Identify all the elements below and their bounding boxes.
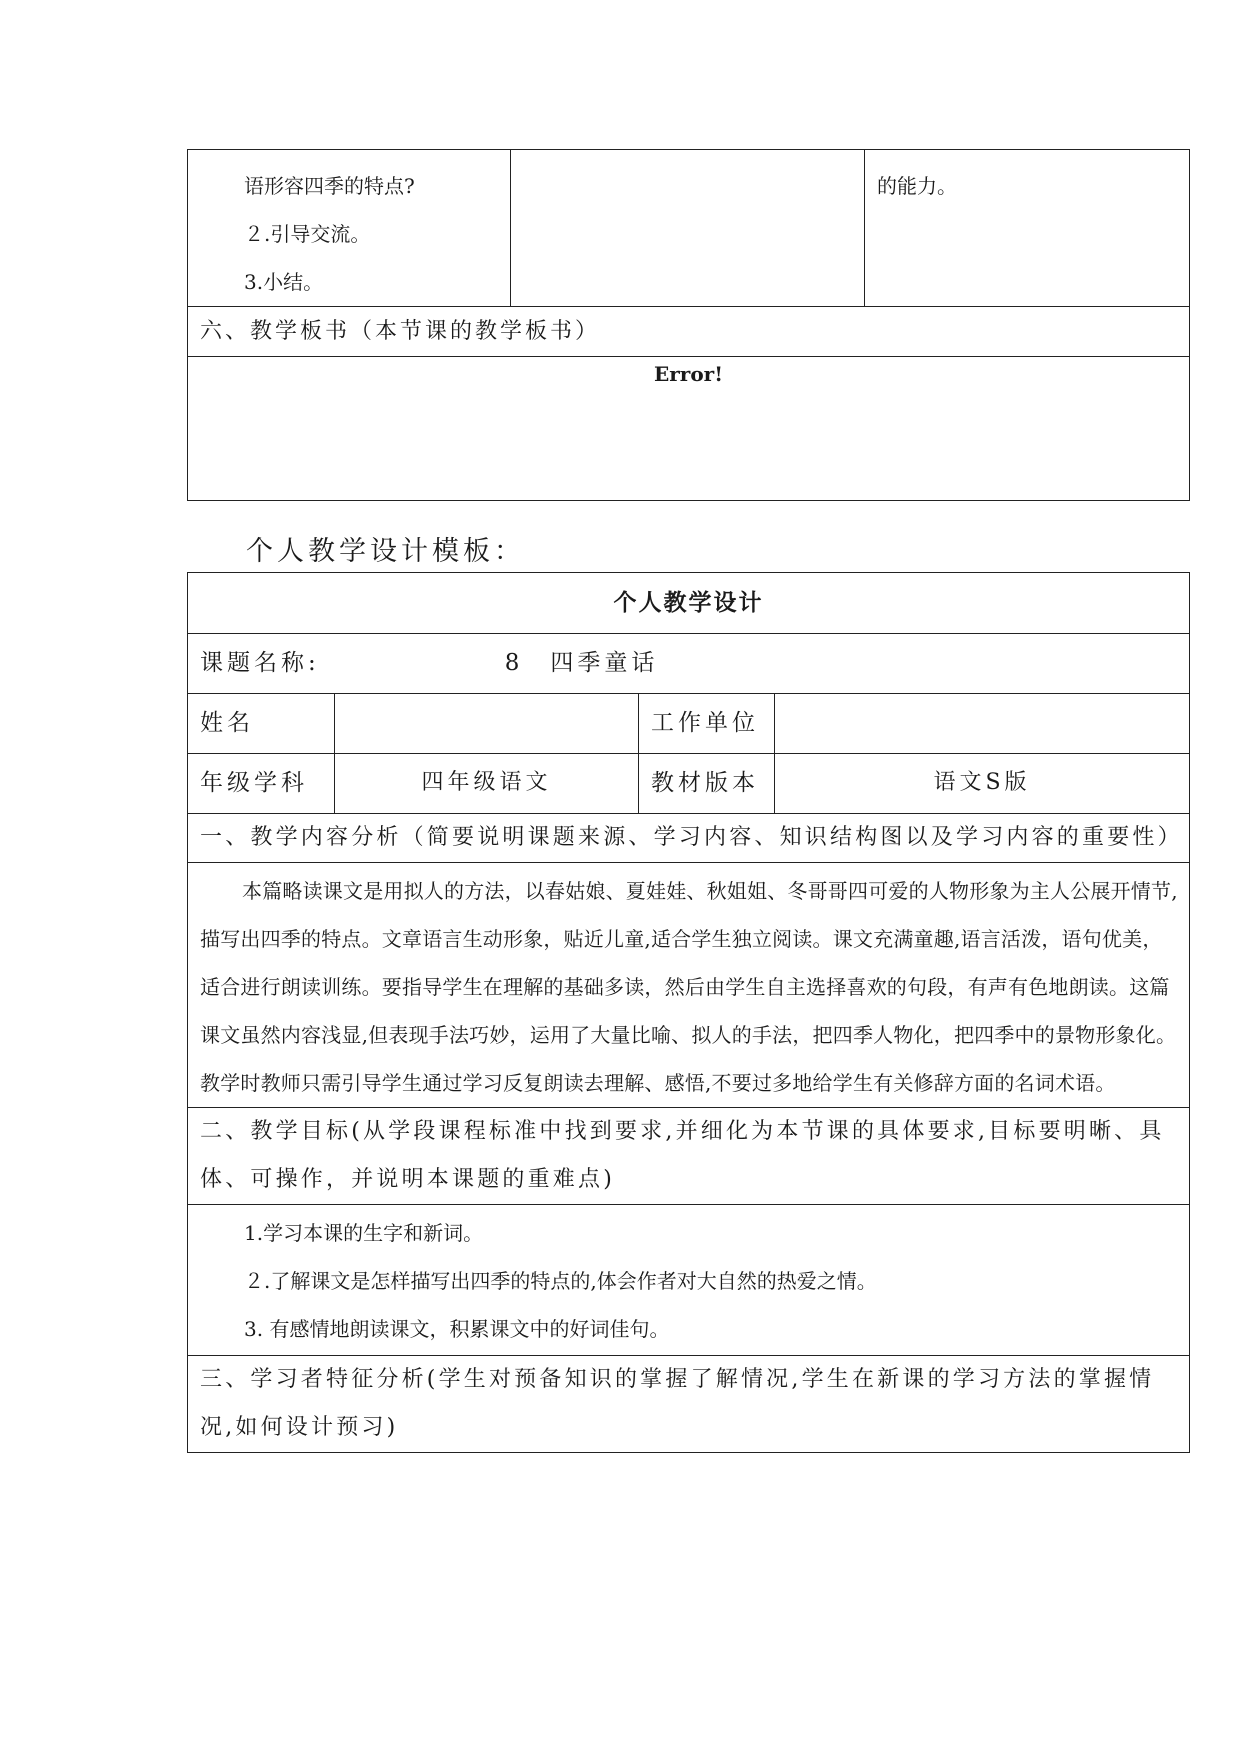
section1-heading: 一、教学内容分析（简要说明课题来源、学习内容、知识结构图以及学习内容的重要性） (188, 814, 1190, 863)
content-analysis-text: 本篇略读课文是用拟人的方法，以春姑娘、夏娃娃、秋姐姐、冬哥哥四可爱的人物形象为主人公展开情节,描写出四季的特点。文章语言生动形象，贴近儿童,适合学生独立阅读。课文充满童趣,语言活泼，语句优美，适合进行朗读训练。要指导学生在理解的基础多读，然后由学生自主选择喜欢的句段，有声有色地朗读。这篇课文虽然内容浅显,但表现手法巧妙，运用了大量比喻、拟人的手法，把四季人物化，把四季中的景物形象化。教学时教师只需引导学生通过学习反复朗读去理解、感悟,不要过多地给学生有关修辞方面的名词术语。 (200, 879, 1178, 1095)
topic-row (188, 634, 1190, 694)
name-label: 姓名 (188, 694, 335, 754)
empty-cell (511, 150, 865, 307)
edition-value: 语文S版 (775, 754, 1190, 814)
section1-content (188, 863, 1190, 1108)
grade-label: 年级学科 (188, 754, 335, 814)
activity-line: 3.小结。 (244, 270, 324, 294)
purpose-cell (865, 150, 1190, 307)
goal-item: 1.学习本课的生字和新词。 (244, 1221, 484, 1245)
board-writing-error: Error! (188, 357, 1190, 501)
lesson-plan-table-continued (187, 149, 1190, 501)
name-value (335, 694, 639, 754)
unit-label: 工作单位 (639, 694, 775, 754)
goal-item: 3. 有感情地朗读课文，积累课文中的好词佳句。 (244, 1317, 670, 1341)
template-heading: 个人教学设计模板： (246, 536, 525, 567)
design-title: 个人教学设计 (188, 573, 1190, 634)
activity-line: ２.引导交流。 (244, 222, 371, 246)
topic-value: 8 四季童话 (504, 650, 659, 676)
personal-design-table (187, 572, 1190, 1453)
section6-heading: 六、教学板书（本节课的教学板书） (188, 307, 1190, 357)
activity-line: 语形容四季的特点? (244, 174, 415, 198)
goals-cell (188, 1205, 1190, 1356)
goal-item: ２.了解课文是怎样描写出四季的特点的,体会作者对大自然的热爱之情。 (244, 1269, 877, 1293)
grade-value: 四年级语文 (335, 754, 639, 814)
activity-cell (188, 150, 511, 307)
section3-heading: 三、学习者特征分析(学生对预备知识的掌握了解情况,学生在新课的学习方法的掌握情况,如何设计预习) (188, 1356, 1190, 1453)
purpose-text: 的能力。 (877, 174, 957, 198)
unit-value (775, 694, 1190, 754)
edition-label: 教材版本 (639, 754, 775, 814)
section2-heading: 二、教学目标(从学段课程标准中找到要求,并细化为本节课的具体要求,目标要明晰、具体、可操作，并说明本课题的重难点) (188, 1108, 1190, 1205)
topic-label: 课题名称: (200, 650, 320, 676)
